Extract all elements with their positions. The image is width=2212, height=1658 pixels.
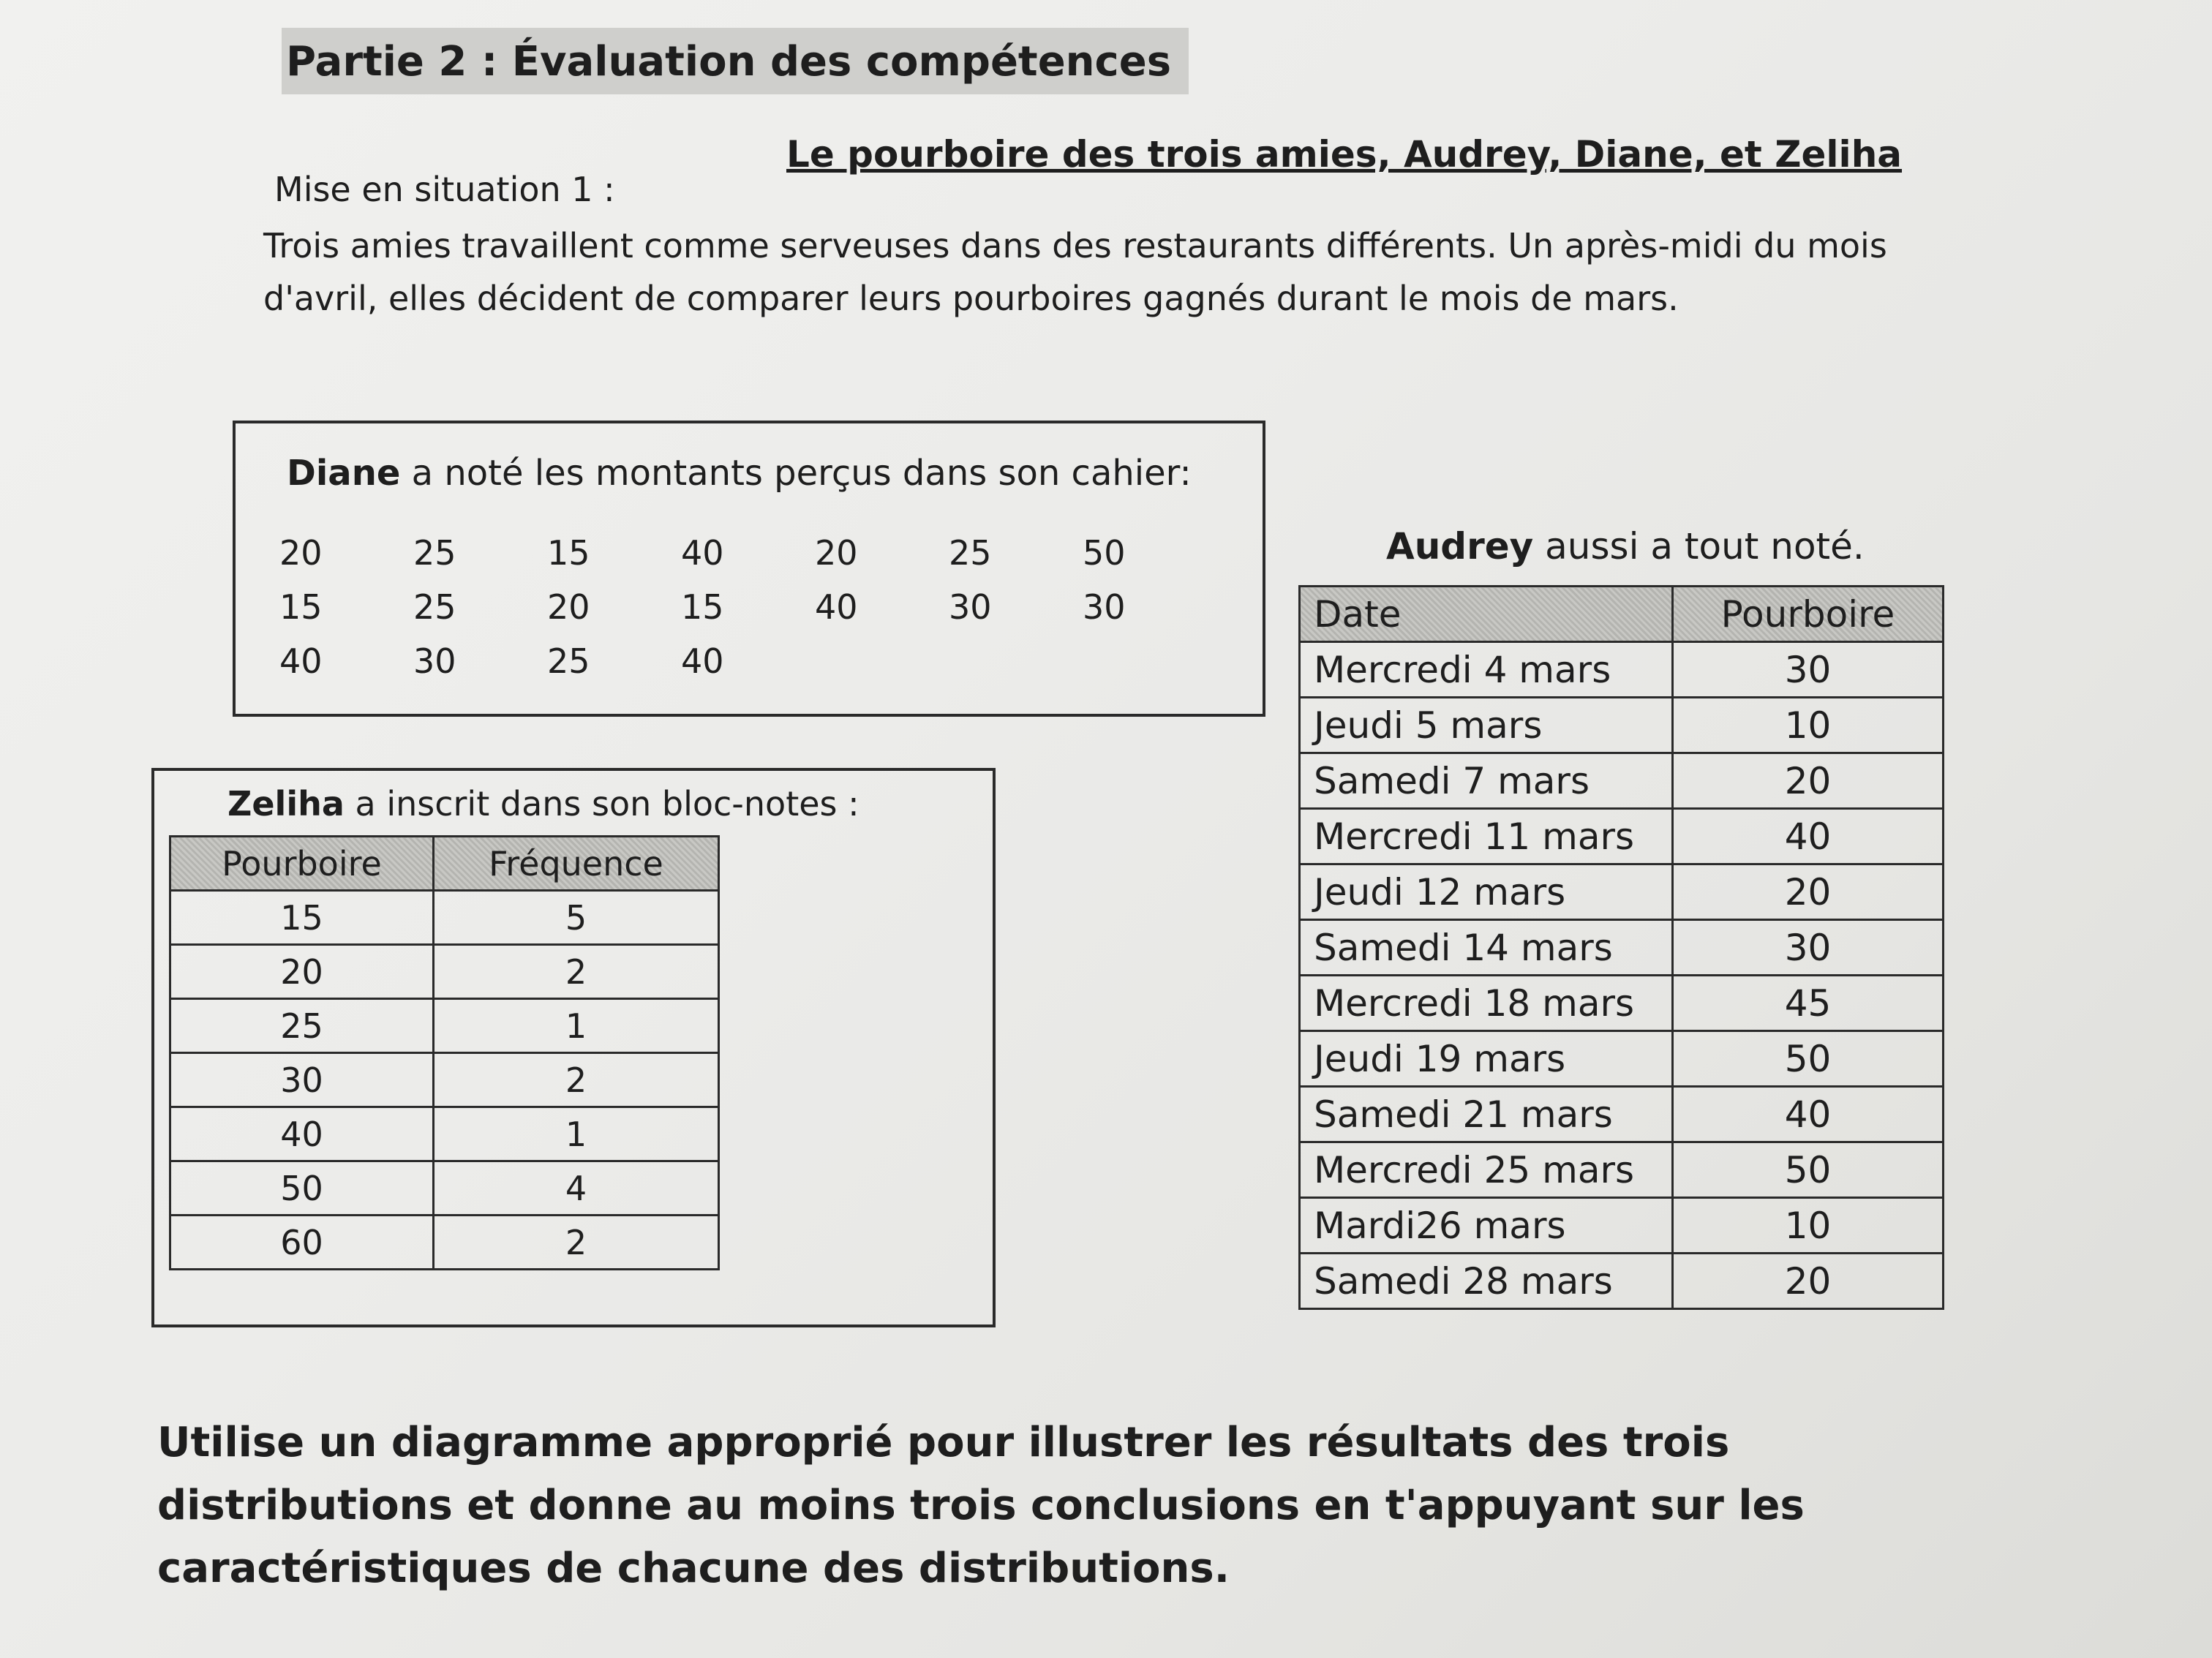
amount-value: 25: [413, 587, 456, 627]
tip-cell: 20: [1673, 1254, 1944, 1309]
tip-cell: 50: [1673, 1031, 1944, 1087]
table-header-row: [170, 837, 719, 891]
table-row: [1300, 642, 1944, 698]
table-row: [170, 999, 719, 1053]
table-row: [1300, 976, 1944, 1031]
part-title: Partie 2 : Évaluation des compétences: [282, 28, 1189, 94]
frequency-cell: 1: [434, 1107, 719, 1161]
column-header: Pourboire: [1673, 587, 1944, 642]
tip-cell: 30: [1673, 642, 1944, 698]
frequency-cell: 2: [434, 1053, 719, 1107]
amount-value: 40: [815, 587, 858, 627]
amount-value: 20: [547, 587, 590, 627]
audrey-name: Audrey: [1386, 525, 1534, 568]
date-cell: Jeudi 19 mars: [1300, 1031, 1673, 1087]
diane-amounts-grid: [279, 533, 1216, 696]
tip-cell: 15: [170, 891, 434, 945]
tip-cell: 10: [1673, 1198, 1944, 1254]
amount-value: 25: [547, 641, 590, 681]
column-header: Date: [1300, 587, 1673, 642]
tip-cell: 10: [1673, 698, 1944, 753]
column-header: Pourboire: [170, 837, 434, 891]
date-cell: Mercredi 25 mars: [1300, 1142, 1673, 1198]
table-row: [170, 891, 719, 945]
amount-value: 40: [681, 641, 724, 681]
date-cell: Samedi 14 mars: [1300, 920, 1673, 976]
tip-cell: 40: [170, 1107, 434, 1161]
zeliha-heading: [227, 784, 859, 824]
date-cell: Mardi26 mars: [1300, 1198, 1673, 1254]
frequency-cell: 2: [434, 1216, 719, 1270]
tip-cell: 50: [170, 1161, 434, 1216]
amount-value: 25: [949, 533, 992, 573]
table-row: [1300, 864, 1944, 920]
frequency-cell: 2: [434, 945, 719, 999]
zeliha-name: Zeliha: [227, 784, 345, 824]
amount-value: 20: [279, 533, 323, 573]
tip-cell: 40: [1673, 1087, 1944, 1142]
amount-value: 25: [413, 533, 456, 573]
table-row: [1300, 809, 1944, 864]
date-cell: Mercredi 11 mars: [1300, 809, 1673, 864]
diane-heading: [287, 453, 1192, 494]
tip-cell: 20: [170, 945, 434, 999]
table-row: [170, 945, 719, 999]
tip-cell: 25: [170, 999, 434, 1053]
table-row: [1300, 753, 1944, 809]
date-cell: Samedi 7 mars: [1300, 753, 1673, 809]
table-row: [1300, 1087, 1944, 1142]
table-row: [1300, 1031, 1944, 1087]
amount-value: 30: [1083, 587, 1126, 627]
table-row: [170, 1216, 719, 1270]
frequency-cell: 1: [434, 999, 719, 1053]
intro-paragraph: Trois amies travaillent comme serveuses dans des restaurants différents. Un après-midi du mois d'avril, elles décident de comparer leurs pourboires gagnés durant le mois de mars.: [263, 226, 1887, 318]
tip-cell: 30: [1673, 920, 1944, 976]
tip-cell: 45: [1673, 976, 1944, 1031]
table-row: [170, 1107, 719, 1161]
zeliha-frequency-table: [169, 835, 720, 1270]
date-cell: Samedi 28 mars: [1300, 1254, 1673, 1309]
amount-value: 40: [279, 641, 323, 681]
tip-cell: 20: [1673, 753, 1944, 809]
date-cell: Jeudi 5 mars: [1300, 698, 1673, 753]
tip-cell: 30: [170, 1053, 434, 1107]
audrey-tips-table: [1298, 585, 1944, 1310]
amount-value: 15: [279, 587, 323, 627]
zeliha-box: [151, 768, 996, 1327]
tip-cell: 20: [1673, 864, 1944, 920]
frequency-cell: 4: [434, 1161, 719, 1216]
table-row: [1300, 698, 1944, 753]
tip-cell: 50: [1673, 1142, 1944, 1198]
subject-title: Le pourboire des trois amies, Audrey, Diane, et Zeliha: [786, 133, 1903, 176]
audrey-heading-text: aussi a tout noté.: [1533, 525, 1865, 568]
table-row: [1300, 1254, 1944, 1309]
column-header: Fréquence: [434, 837, 719, 891]
diane-box: [233, 421, 1265, 717]
date-cell: Mercredi 18 mars: [1300, 976, 1673, 1031]
amount-value: 50: [1083, 533, 1126, 573]
diane-name: Diane: [287, 453, 401, 494]
diane-heading-text: a noté les montants perçus dans son cahier:: [400, 453, 1192, 494]
amount-value: 30: [413, 641, 456, 681]
zeliha-heading-text: a inscrit dans son bloc-notes :: [344, 784, 859, 824]
amount-value: 15: [547, 533, 590, 573]
tip-cell: 40: [1673, 809, 1944, 864]
amount-value: 15: [681, 587, 724, 627]
date-cell: Samedi 21 mars: [1300, 1087, 1673, 1142]
amount-value: 30: [949, 587, 992, 627]
date-cell: Mercredi 4 mars: [1300, 642, 1673, 698]
table-row: [1300, 1142, 1944, 1198]
table-row: [170, 1161, 719, 1216]
situation-label: Mise en situation 1 :: [274, 170, 615, 209]
amount-value: 20: [815, 533, 858, 573]
frequency-cell: 5: [434, 891, 719, 945]
table-row: [1300, 920, 1944, 976]
tip-cell: 60: [170, 1216, 434, 1270]
table-row: [1300, 1198, 1944, 1254]
date-cell: Jeudi 12 mars: [1300, 864, 1673, 920]
instruction-text: Utilise un diagramme approprié pour illustrer les résultats des trois distributions et donne au moins trois conclusions en t'appuyant sur les caractéristiques de chacune des distributions.: [157, 1419, 1805, 1592]
table-row: [170, 1053, 719, 1107]
audrey-heading: [1386, 525, 1865, 568]
table-header-row: [1300, 587, 1944, 642]
amount-value: 40: [681, 533, 724, 573]
